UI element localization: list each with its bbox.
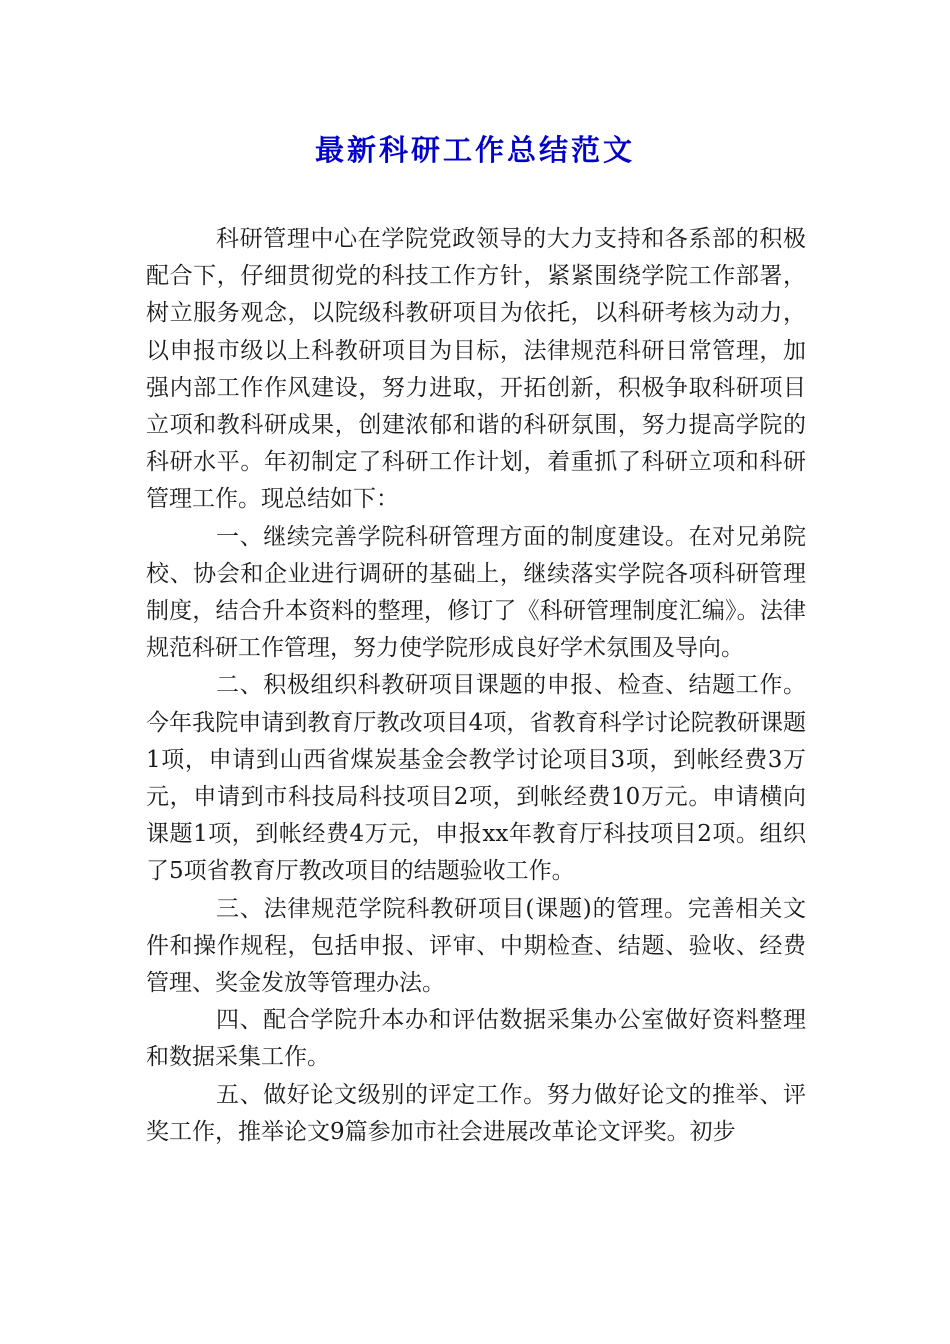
paragraph-section-5: 五、做好论文级别的评定工作。努力做好论文的推举、评奖工作，推举论文9篇参加市社会进展改革论文评奖。初步 [146,1081,806,1145]
paragraph-section-4: 四、配合学院升本办和评估数据采集办公室做好资料整理和数据采集工作。 [146,1007,806,1071]
document-body [146,221,806,1151]
paragraph-section-3: 三、法律规范学院科教研项目(课题)的管理。完善相关文件和操作规程，包括申报、评审、中期检查、结题、验收、经费管理、奖金发放等管理办法。 [146,895,806,997]
document-title: 最新科研工作总结范文 [314,133,635,167]
paragraph-section-1: 一、继续完善学院科研管理方面的制度建设。在对兄弟院校、协会和企业进行调研的基础上，继续落实学院各项科研管理制度，结合升本资料的整理，修订了《科研管理制度汇编》。法律规范科研工作管理，努力使学院形成良好学术氛围及导向。 [146,523,806,662]
paragraph-intro: 科研管理中心在学院党政领导的大力支持和各系部的积极配合下，仔细贯彻党的科技工作方针，紧紧围绕学院工作部署，树立服务观念，以院级科教研项目为依托，以科研考核为动力，以申报市级以上科教研项目为目标，法律规范科研日常管理，加强内部工作作风建设，努力进取，开拓创新，积极争取科研项目立项和教科研成果，创建浓郁和谐的科研氛围，努力提高学院的科研水平。年初制定了科研工作计划，着重抓了科研立项和科研管理工作。现总结如下： [146,226,806,513]
paragraph-section-2: 二、积极组织科教研项目课题的申报、检查、结题工作。今年我院申请到教育厅教改项目4项，省教育科学讨论院教研课题1项，申请到山西省煤炭基金会教学讨论项目3项，到帐经费3万元，申请到市科技局科技项目2项，到帐经费10万元。申请横向课题1项，到帐经费4万元，申报xx年教育厅科技项目2项。组织了5项省教育厅教改项目的结题验收工作。 [146,672,806,885]
